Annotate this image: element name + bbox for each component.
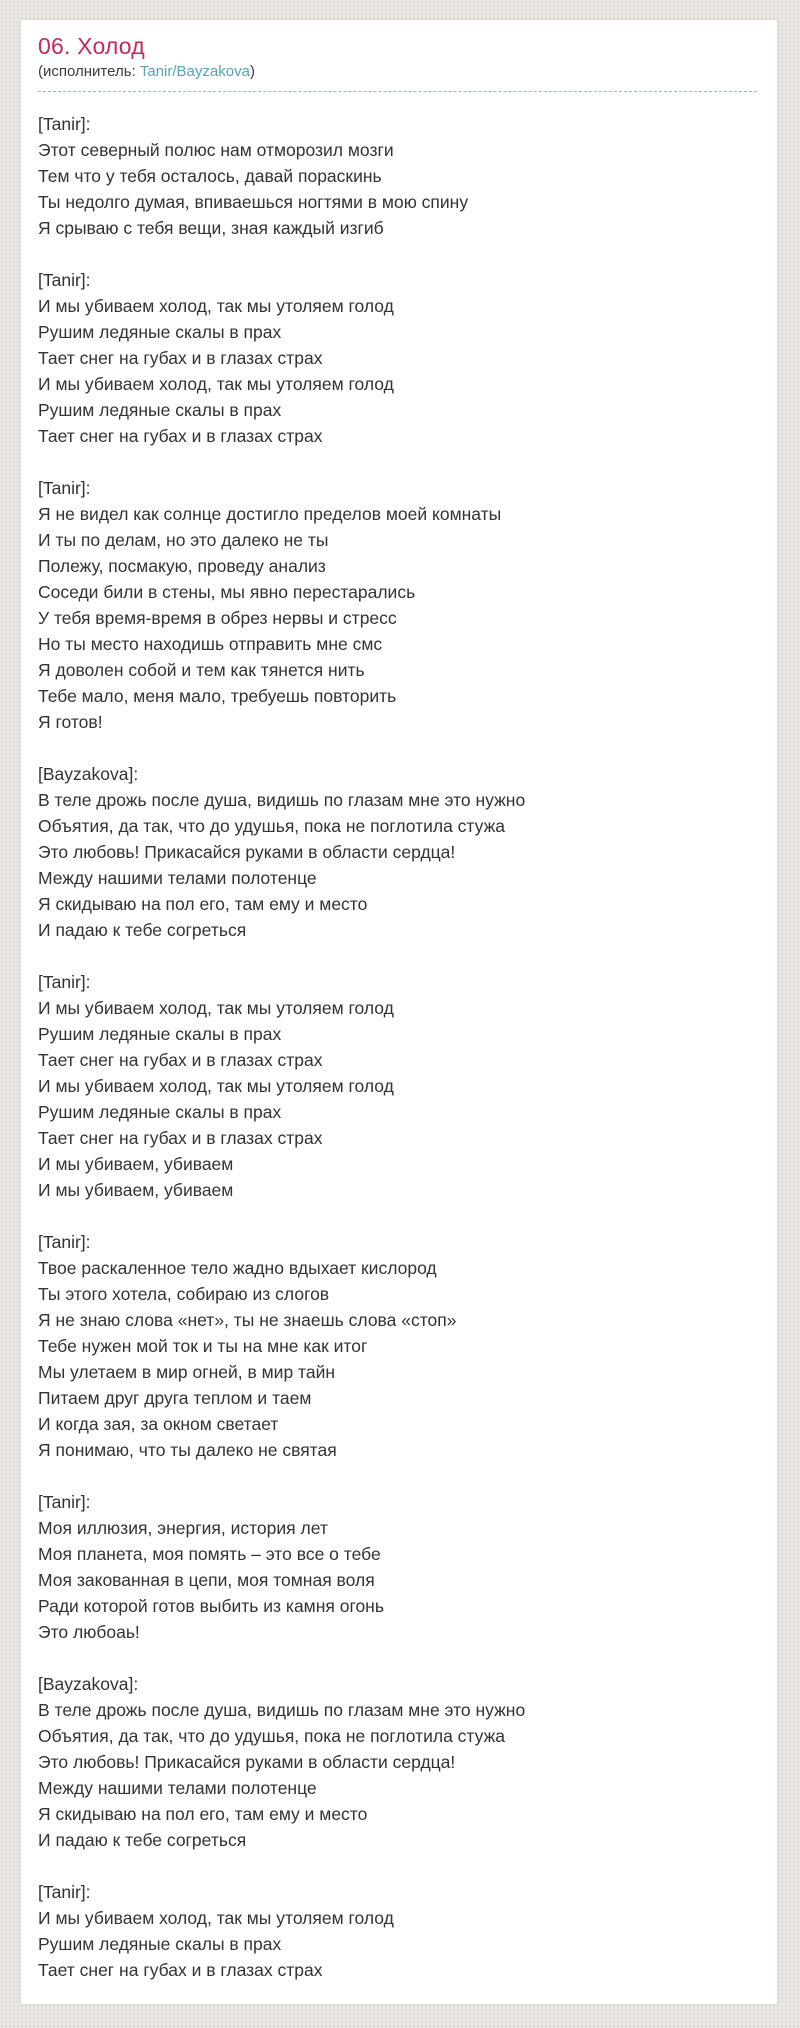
stanza-header: [Tanir]: [38, 114, 91, 134]
stanza [38, 111, 757, 241]
stanza [38, 475, 757, 735]
lyric-line: Рушим ледяные скалы в прах [38, 1102, 282, 1122]
lyric-line: Этот северный полюс нам отморозил мозги [38, 140, 394, 160]
stanza-header: [Bayzakova]: [38, 1674, 139, 1694]
lyric-line: Тебе нужен мой ток и ты на мне как итог [38, 1336, 368, 1356]
lyric-line: Я не знаю слова «нет», ты не знаешь слова «стоп» [38, 1310, 457, 1330]
song-title: 06. Холод [38, 33, 145, 59]
stanza [38, 1489, 757, 1645]
lyric-line: Тает снег на губах и в глазах страх [38, 348, 323, 368]
lyric-line: Это любовь! Прикасайся руками в области сердца! [38, 1752, 456, 1772]
lyric-line: Рушим ледяные скалы в прах [38, 1024, 282, 1044]
stanza-header: [Tanir]: [38, 1492, 91, 1512]
stanza [38, 1879, 757, 1983]
lyric-line: Мы улетаем в мир огней, в мир тайн [38, 1362, 336, 1382]
lyric-line: И падаю к тебе согреться [38, 1830, 247, 1850]
lyric-line: Соседи били в стены, мы явно перестарались [38, 582, 416, 602]
stanza-header: [Bayzakova]: [38, 764, 139, 784]
lyric-line: Ради которой готов выбить из камня огонь [38, 1596, 384, 1616]
lyric-line: Моя планета, моя помять – это все о тебе [38, 1544, 381, 1564]
artist-label-prefix: (исполнитель: [38, 63, 140, 80]
lyric-line: И мы убиваем холод, так мы утоляем голод [38, 374, 394, 394]
lyric-line: Объятия, да так, что до удушья, пока не поглотила стужа [38, 816, 506, 836]
lyric-line: Я скидываю на пол его, там ему и место [38, 1804, 368, 1824]
lyric-line: Ты недолго думая, впиваешься ногтями в мою спину [38, 192, 469, 212]
stanza-header: [Tanir]: [38, 478, 91, 498]
lyric-line: Это любоаь! [38, 1622, 140, 1642]
lyric-line: Это любовь! Прикасайся руками в области сердца! [38, 842, 456, 862]
lyric-line: В теле дрожь после душа, видишь по глазам мне это нужно [38, 1700, 526, 1720]
lyric-line: Я скидываю на пол его, там ему и место [38, 894, 368, 914]
lyric-line: В теле дрожь после душа, видишь по глазам мне это нужно [38, 790, 526, 810]
lyric-line: Ты этого хотела, собираю из слогов [38, 1284, 330, 1304]
lyric-line: И мы убиваем холод, так мы утоляем голод [38, 998, 394, 1018]
lyric-line: Тает снег на губах и в глазах страх [38, 1128, 323, 1148]
artist-link[interactable]: Tanir/Bayzakova [139, 63, 250, 80]
stanza [38, 761, 757, 943]
lyric-line: Питаем друг друга теплом и таем [38, 1388, 312, 1408]
lyric-line: И мы убиваем холод, так мы утоляем голод [38, 1908, 394, 1928]
lyric-line: Я срываю с тебя вещи, зная каждый изгиб [38, 218, 384, 238]
lyrics [38, 111, 757, 1983]
lyric-line: Рушим ледяные скалы в прах [38, 400, 282, 420]
lyric-line: И падаю к тебе согреться [38, 920, 247, 940]
artist-label-suffix: ) [249, 63, 255, 80]
lyric-line: Я понимаю, что ты далеко не святая [38, 1440, 337, 1460]
lyric-line: И ты по делам, но это далеко не ты [38, 530, 329, 550]
lyric-line: Объятия, да так, что до удушья, пока не поглотила стужа [38, 1726, 506, 1746]
lyric-line: Полежу, посмакую, проведу анализ [38, 556, 326, 576]
lyric-line: Тем что у тебя осталось, давай пораскинь [38, 166, 382, 186]
artist-line [38, 63, 757, 92]
lyric-line: И мы убиваем холод, так мы утоляем голод [38, 1076, 394, 1096]
stanza [38, 1229, 757, 1463]
stanza-header: [Tanir]: [38, 972, 91, 992]
stanza [38, 267, 757, 449]
lyric-line: Тебе мало, меня мало, требуешь повторить [38, 686, 397, 706]
stanza-header: [Tanir]: [38, 1882, 91, 1902]
lyric-line: Моя иллюзия, энергия, история лет [38, 1518, 328, 1538]
lyric-line: У тебя время-время в обрез нервы и стресс [38, 608, 397, 628]
lyric-line: Я доволен собой и тем как тянется нить [38, 660, 365, 680]
lyric-line: Рушим ледяные скалы в прах [38, 1934, 282, 1954]
lyric-line: И мы убиваем, убиваем [38, 1154, 234, 1174]
stanza [38, 969, 757, 1203]
lyric-line: Но ты место находишь отправить мне смс [38, 634, 383, 654]
lyric-line: Между нашими телами полотенце [38, 1778, 317, 1798]
lyric-line: Рушим ледяные скалы в прах [38, 322, 282, 342]
stanza-header: [Tanir]: [38, 1232, 91, 1252]
lyric-line: Тает снег на губах и в глазах страх [38, 1050, 323, 1070]
content-card [20, 19, 778, 2005]
lyric-line: Между нашими телами полотенце [38, 868, 317, 888]
lyric-line: И мы убиваем холод, так мы утоляем голод [38, 296, 394, 316]
lyric-line: И когда зая, за окном светает [38, 1414, 279, 1434]
lyric-line: Я готов! [38, 712, 103, 732]
lyric-line: И мы убиваем, убиваем [38, 1180, 234, 1200]
stanza-header: [Tanir]: [38, 270, 91, 290]
stanza [38, 1671, 757, 1853]
lyric-line: Моя закованная в цепи, моя томная воля [38, 1570, 375, 1590]
lyric-line: Твое раскаленное тело жадно вдыхает кислород [38, 1258, 437, 1278]
lyric-line: Тает снег на губах и в глазах страх [38, 426, 323, 446]
lyric-line: Тает снег на губах и в глазах страх [38, 1960, 323, 1980]
lyric-line: Я не видел как солнце достигло пределов моей комнаты [38, 504, 502, 524]
